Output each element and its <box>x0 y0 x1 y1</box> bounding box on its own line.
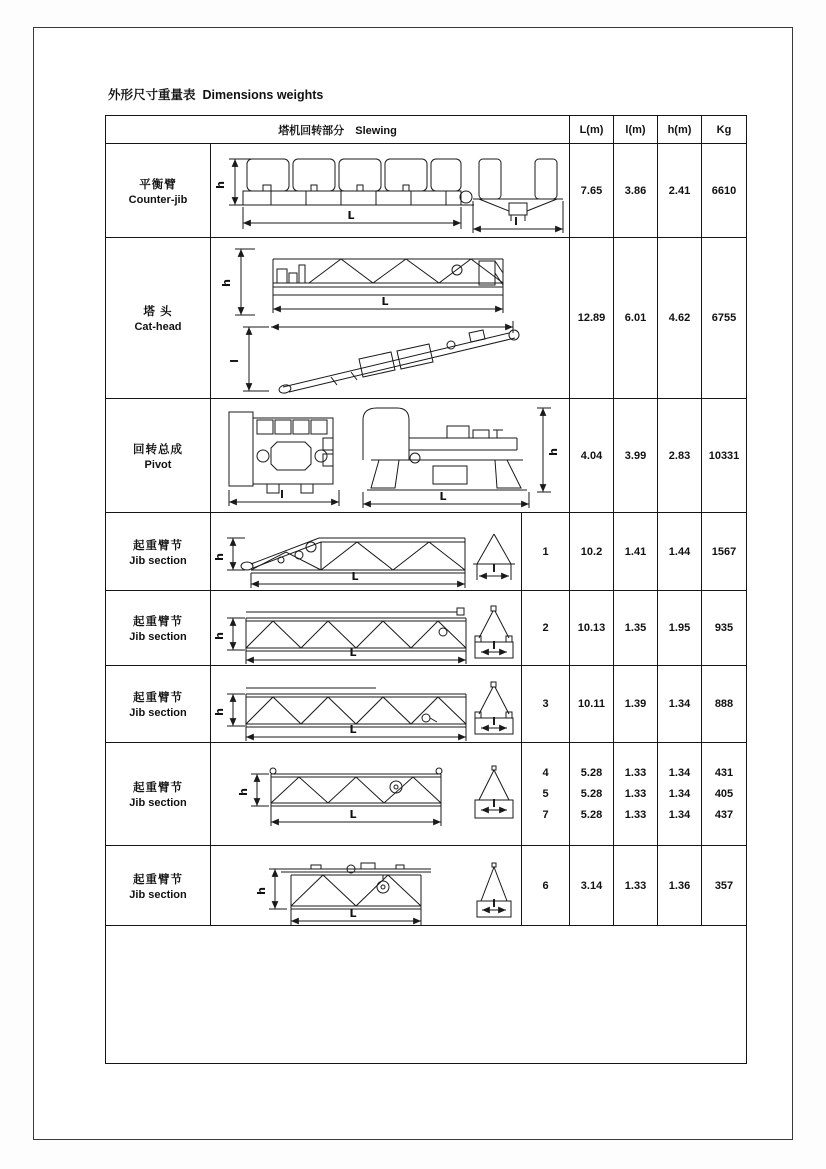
value-l: 3.99 <box>614 399 658 513</box>
col-header-kg: Kg <box>702 116 747 144</box>
dim-label-h: h <box>255 886 268 895</box>
group-header-en: Slewing <box>355 124 397 137</box>
dim-label-L: L <box>349 722 357 736</box>
dim-label-h: h <box>213 552 226 561</box>
section-number: 1 <box>522 513 570 591</box>
row-jib-section-2 <box>106 591 747 666</box>
dim-label-l: l <box>280 487 284 501</box>
row-pivot <box>106 399 747 513</box>
counter-jib-drawing <box>211 145 569 237</box>
value-kg: 935 <box>702 591 747 666</box>
dim-label-l: l <box>492 796 496 810</box>
value-l-list <box>614 743 658 846</box>
dim-label-l: l <box>492 638 496 652</box>
dimensions-weights-table <box>105 115 747 1064</box>
row-jib-section-3 <box>106 666 747 743</box>
row-label: 起重臂节 Jib section <box>106 666 211 743</box>
page-title-en: Dimensions weights <box>202 88 324 102</box>
row-cat-head <box>106 238 747 399</box>
value-h: 1.36 <box>658 846 702 926</box>
section-number: 5 <box>542 788 549 800</box>
value-L: 10.11 <box>570 666 614 743</box>
value-L: 10.13 <box>570 591 614 666</box>
empty-row <box>106 926 747 1064</box>
value-l: 1.33 <box>624 788 647 800</box>
value-kg: 431 <box>714 767 734 779</box>
value-L: 4.04 <box>570 399 614 513</box>
jib-section-1-drawing <box>211 514 521 590</box>
value-kg: 10331 <box>702 399 747 513</box>
value-l: 1.39 <box>614 666 658 743</box>
row-label: 起重臂节 Jib section <box>106 743 211 846</box>
row-jib-section-6 <box>106 846 747 926</box>
row-label: 平衡臂 Counter-jib <box>106 144 211 238</box>
table-header-row <box>106 116 747 144</box>
jib-section-457-drawing <box>211 744 521 845</box>
value-kg: 1567 <box>702 513 747 591</box>
value-l: 1.33 <box>624 809 647 821</box>
jib-section-2-drawing <box>211 592 521 665</box>
value-h: 2.41 <box>658 144 702 238</box>
row-jib-sections-457 <box>106 743 747 846</box>
value-l: 1.35 <box>614 591 658 666</box>
jib-section-6-drawing-cell <box>211 846 522 926</box>
dim-label-h: h <box>214 180 227 189</box>
section-number: 3 <box>522 666 570 743</box>
jib-section-457-drawing-cell <box>211 743 522 846</box>
value-h: 1.95 <box>658 591 702 666</box>
section-number: 7 <box>542 809 549 821</box>
value-h: 1.44 <box>658 513 702 591</box>
row-label: 塔 头 Cat-head <box>106 238 211 399</box>
cat-head-drawing-cell <box>211 238 570 399</box>
group-header <box>106 116 570 144</box>
dim-label-L: L <box>347 208 355 222</box>
value-kg: 6755 <box>702 238 747 399</box>
value-kg: 405 <box>714 788 734 800</box>
value-L: 10.2 <box>570 513 614 591</box>
dim-label-L: L <box>349 807 357 821</box>
row-label: 起重臂节 Jib section <box>106 846 211 926</box>
jib-section-3-drawing-cell <box>211 666 522 743</box>
dim-label-L: L <box>351 569 359 583</box>
dim-label-h: h <box>213 631 226 640</box>
dim-label-L: L <box>381 294 389 308</box>
dim-label-h: h <box>220 278 233 287</box>
value-l: 1.41 <box>614 513 658 591</box>
value-L: 3.14 <box>570 846 614 926</box>
row-label: 起重臂节 Jib section <box>106 513 211 591</box>
value-kg: 6610 <box>702 144 747 238</box>
counter-jib-drawing-cell <box>211 144 570 238</box>
jib-section-3-drawing <box>211 667 521 742</box>
dim-label-h: h <box>547 447 560 456</box>
section-number: 4 <box>542 767 549 779</box>
value-L: 5.28 <box>580 788 603 800</box>
value-L: 5.28 <box>580 767 603 779</box>
dim-label-l: l <box>492 714 496 728</box>
value-l: 1.33 <box>624 767 647 779</box>
col-header-h: h(m) <box>658 116 702 144</box>
row-counter-jib <box>106 144 747 238</box>
row-jib-section-1 <box>106 513 747 591</box>
group-header-zh: 塔机回转部分 <box>278 124 345 137</box>
row-label: 回转总成 Pivot <box>106 399 211 513</box>
value-h: 4.62 <box>658 238 702 399</box>
value-kg: 888 <box>702 666 747 743</box>
value-h-list <box>658 743 702 846</box>
value-h: 1.34 <box>668 809 691 821</box>
value-h: 1.34 <box>658 666 702 743</box>
dim-label-l: l <box>492 561 496 575</box>
cat-head-drawing <box>211 239 569 398</box>
dim-label-L: L <box>349 906 357 920</box>
dim-label-h: h <box>237 787 250 796</box>
page-title <box>108 85 323 103</box>
value-L: 5.28 <box>580 809 603 821</box>
value-l: 6.01 <box>614 238 658 399</box>
section-number: 6 <box>522 846 570 926</box>
value-kg: 357 <box>702 846 747 926</box>
dim-label-l: l <box>492 896 496 910</box>
value-h: 1.34 <box>668 788 691 800</box>
dim-label-L: L <box>349 645 357 659</box>
pivot-drawing <box>211 400 569 512</box>
value-l: 3.86 <box>614 144 658 238</box>
value-L: 12.89 <box>570 238 614 399</box>
jib-section-2-drawing-cell <box>211 591 522 666</box>
jib-section-6-drawing <box>211 847 521 925</box>
dim-label-l: l <box>228 358 241 363</box>
empty-row-cell <box>106 926 747 1064</box>
col-header-l: l(m) <box>614 116 658 144</box>
row-label: 起重臂节 Jib section <box>106 591 211 666</box>
jib-section-1-drawing-cell <box>211 513 522 591</box>
dim-label-h: h <box>213 707 226 716</box>
page-title-zh: 外形尺寸重量表 <box>108 88 196 102</box>
pivot-drawing-cell <box>211 399 570 513</box>
section-number-list <box>522 743 570 846</box>
value-kg: 437 <box>714 809 734 821</box>
col-header-L: L(m) <box>570 116 614 144</box>
dim-label-L: L <box>439 489 447 503</box>
value-L: 7.65 <box>570 144 614 238</box>
value-kg-list <box>702 743 747 846</box>
value-L-list <box>570 743 614 846</box>
value-l: 1.33 <box>614 846 658 926</box>
value-h: 1.34 <box>668 767 691 779</box>
value-h: 2.83 <box>658 399 702 513</box>
dim-label-l: l <box>514 214 518 228</box>
section-number: 2 <box>522 591 570 666</box>
